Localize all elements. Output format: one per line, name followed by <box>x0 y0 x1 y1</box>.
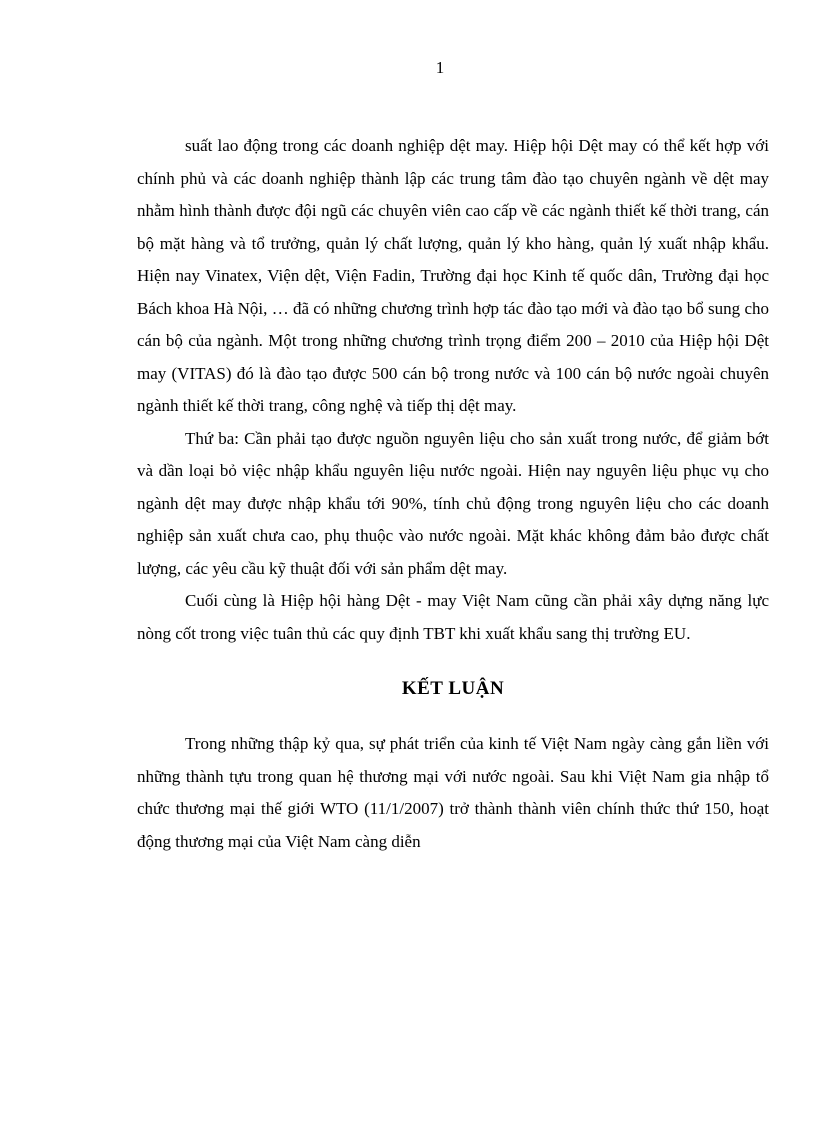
section-heading-ket-luan: KẾT LUẬN <box>401 678 505 699</box>
paragraph-cuoi-cung: Cuối cùng là Hiệp hội hàng Dệt - may Việt Nam cũng cần phải xây dựng năng lực nòng cốt trong việc tuân thủ các quy định TBT khi xuất khẩu sang thị trường EU. <box>137 591 769 643</box>
paragraph-thu-ba: Thứ ba: Cần phải tạo được nguồn nguyên liệu cho sản xuất trong nước, để giảm bớt và dần loại bỏ việc nhập khẩu nguyên liệu nước ngoài. Hiện nay nguyên liệu phục vụ cho ngành dệt may được nhập khẩu tới 90%, tính chủ động trong nguyên liệu cho các doanh nghiệp sản xuất chưa cao, phụ thuộc vào nước ngoài. Mặt khác không đảm bảo được chất lượng, các yêu cầu kỹ thuật đối với sản phẩm dệt may. <box>137 428 769 578</box>
document-body <box>137 130 769 858</box>
paragraph-continuation: suất lao động trong các doanh nghiệp dệt may. Hiệp hội Dệt may có thể kết hợp với chính phủ và các doanh nghiệp thành lập các trung tâm đào tạo chuyên ngành về dệt may nhằm hình thành được đội ngũ các chuyên viên cao cấp về các ngành thiết kế thời trang, cán bộ mặt hàng và tổ trưởng, quản lý chất lượng, quản lý kho hàng, quản lý xuất nhập khẩu. Hiện nay Vinatex, Viện dệt, Viện Fadin, Trường đại học Kinh tế quốc dân, Trường đại học Bách khoa Hà Nội, … đã có những chương trình hợp tác đào tạo mới và đào tạo bổ sung cho cán bộ của ngành. Một trong những chương trình trọng điểm 200 – 2010 của Hiệp hội Dệt may (VITAS) đó là đào tạo được 500 cán bộ trong nước và 100 cán bộ nước ngoài chuyên ngành thiết kế thời trang, công nghệ và tiếp thị dệt may. <box>137 136 769 415</box>
page-number: 1 <box>435 58 445 77</box>
paragraph-ket-luan: Trong những thập kỷ qua, sự phát triển của kinh tế Việt Nam ngày càng gắn liền với những thành tựu trong quan hệ thương mại với nước ngoài. Sau khi Việt Nam gia nhập tổ chức thương mại thế giới WTO (11/1/2007) trở thành thành viên chính thức thứ 150, hoạt động thương mại của Việt Nam càng diễn <box>137 734 769 851</box>
